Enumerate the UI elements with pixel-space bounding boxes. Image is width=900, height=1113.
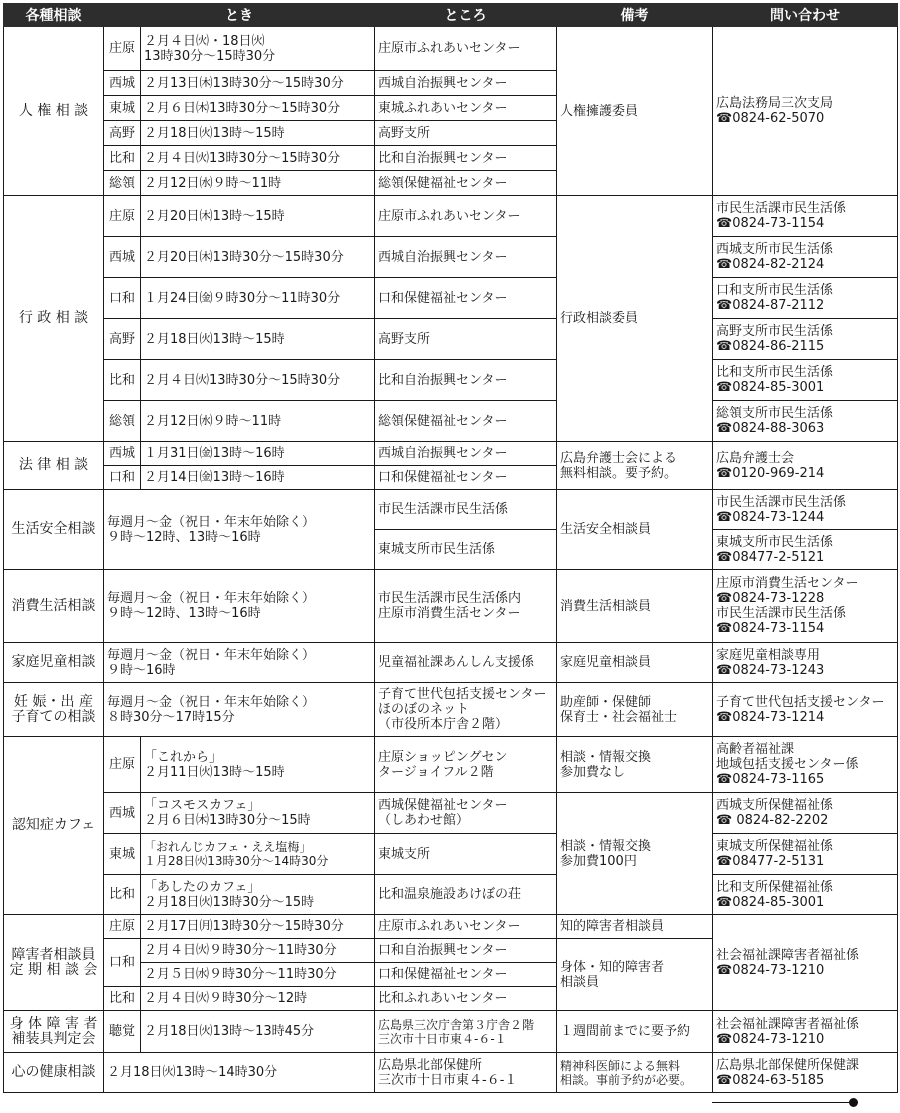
time-cell: ２月４日㈫９時30分～12時	[141, 987, 375, 1011]
place-cell: 西城自治振興センター	[375, 71, 557, 96]
place-cell: 庄原市ふれあいセンター	[375, 915, 557, 939]
table-row	[4, 237, 898, 278]
time-cell: ２月４日㈫９時30分～11時30分	[141, 939, 375, 963]
area-cell: 西城	[104, 793, 141, 834]
area-cell: 西城	[104, 71, 141, 96]
time-cell: ２月６日㈭13時30分～15時30分	[141, 96, 375, 121]
place-cell: 広島県三次庁舎第３庁舎２階 三次市十日市東４-６-１	[375, 1011, 557, 1053]
place-cell: 庄原市ふれあいセンター	[375, 27, 557, 71]
area-cell: 口和	[104, 466, 141, 490]
area-cell: 比和	[104, 987, 141, 1011]
place-cell: 比和ふれあいセンター	[375, 987, 557, 1011]
place-cell: 児童福祉課あんしん支援係	[375, 643, 557, 683]
time-cell: ２月４日㈫13時30分～15時30分	[141, 146, 375, 171]
time-cell: ２月18日㈫13時～14時30分	[104, 1053, 375, 1093]
time-cell: ２月18日㈫13時～13時45分	[141, 1011, 375, 1053]
time-cell: 毎週月～金（祝日・年末年始除く） ８時30分～17時15分	[104, 683, 375, 737]
contact-cell: 広島弁護士会 ☎0120-969-214	[713, 442, 898, 490]
place-cell: 市民生活課市民生活係内 庄原市消費生活センター	[375, 570, 557, 643]
time-cell: ２月18日㈫13時～15時	[141, 319, 375, 360]
time-cell: ２月18日㈫13時～15時	[141, 121, 375, 146]
place-cell: 庄原ショッピングセン タージョイフル２階	[375, 737, 557, 793]
category-cell: 認知症カフェ	[4, 737, 104, 915]
contact-cell: 広島県北部保健所保健課 ☎0824-63-5185	[713, 1053, 898, 1093]
table-row	[4, 401, 898, 442]
bullet-dot	[849, 1098, 858, 1107]
time-cell: ２月４日㈫13時30分～15時30分	[141, 360, 375, 401]
area-cell: 高野	[104, 121, 141, 146]
time-cell: ２月12日㈬９時～11時	[141, 401, 375, 442]
contact-cell: 東城支所保健福祉係 ☎08477-2-5131	[713, 834, 898, 875]
contact-cell: 西城支所保健福祉係 ☎ 0824-82-2202	[713, 793, 898, 834]
time-cell: ２月５日㈬９時30分～11時30分	[141, 963, 375, 987]
contact-cell: 市民生活課市民生活係 ☎0824-73-1154	[713, 196, 898, 237]
category-cell: 家庭児童相談	[4, 643, 104, 683]
place-cell: 東城支所市民生活係	[375, 530, 557, 570]
place-cell: 比和温泉施設あけぼの荘	[375, 875, 557, 915]
contact-cell: 社会福祉課障害者福祉係 ☎0824-73-1210	[713, 915, 898, 1011]
area-cell: 西城	[104, 237, 141, 278]
contact-cell: 高野支所市民生活係 ☎0824-86-2115	[713, 319, 898, 360]
table-row	[4, 643, 898, 683]
area-cell: 口和	[104, 939, 141, 987]
note-cell: 精神科医師による無料 相談。事前予約が必要。	[557, 1053, 713, 1093]
table-row	[4, 1011, 898, 1053]
contact-cell: 総領支所市民生活係 ☎0824-88-3063	[713, 401, 898, 442]
contact-cell: 社会福祉課障害者福祉係 ☎0824-73-1210	[713, 1011, 898, 1053]
time-cell: ２月13日㈭13時30分～15時30分	[141, 71, 375, 96]
table-row	[4, 442, 898, 466]
area-cell: 西城	[104, 442, 141, 466]
footer-rule	[712, 1102, 852, 1103]
note-cell: 家庭児童相談員	[557, 643, 713, 683]
area-cell: 聴覚	[104, 1011, 141, 1053]
place-cell: 東城支所	[375, 834, 557, 875]
time-cell: ２月17日㈪13時30分～15時30分	[141, 915, 375, 939]
place-cell: 口和保健福祉センター	[375, 466, 557, 490]
time-cell: 毎週月～金（祝日・年末年始除く） ９時～16時	[104, 643, 375, 683]
place-cell: 比和自治振興センター	[375, 146, 557, 171]
category-cell: 身 体 障 害 者 補装具判定会	[4, 1011, 104, 1053]
note-cell: 知的障害者相談員	[557, 915, 713, 939]
table-row	[4, 834, 898, 875]
category-cell: 心の健康相談	[4, 1053, 104, 1093]
note-cell: 生活安全相談員	[557, 490, 713, 570]
note-cell: 相談・情報交換 参加費100円	[557, 793, 713, 915]
category-cell: 障害者相談員 定 期 相 談 会	[4, 915, 104, 1011]
table-row	[4, 319, 898, 360]
table-row	[4, 1053, 898, 1093]
contact-cell: 庄原市消費生活センター ☎0824-73-1228 市民生活課市民生活係 ☎0824-73-1154	[713, 570, 898, 643]
area-cell: 東城	[104, 96, 141, 121]
table-row	[4, 196, 898, 237]
contact-cell: 市民生活課市民生活係 ☎0824-73-1244	[713, 490, 898, 530]
time-cell: １月24日㈮９時30分～11時30分	[141, 278, 375, 319]
place-cell: 市民生活課市民生活係	[375, 490, 557, 530]
contact-cell: 高齢者福祉課 地域包括支援センター係 ☎0824-73-1165	[713, 737, 898, 793]
time-cell: 「おれんじカフェ・ええ塩梅」 １月28日㈫13時30分～14時30分	[141, 834, 375, 875]
time-cell: １月31日㈮13時～16時	[141, 442, 375, 466]
table-row	[4, 27, 898, 71]
contact-cell: 家庭児童相談専用 ☎0824-73-1243	[713, 643, 898, 683]
place-cell: 東城ふれあいセンター	[375, 96, 557, 121]
place-cell: 広島県北部保健所 三次市十日市東４-６-１	[375, 1053, 557, 1093]
contact-cell: 東城支所市民生活係 ☎08477-2-5121	[713, 530, 898, 570]
category-cell: 消費生活相談	[4, 570, 104, 643]
area-cell: 庄原	[104, 737, 141, 793]
place-cell: 口和保健福祉センター	[375, 278, 557, 319]
note-cell: 身体・知的障害者 相談員	[557, 939, 713, 1011]
contact-cell: 比和支所保健福祉係 ☎0824-85-3001	[713, 875, 898, 915]
contact-cell: 比和支所市民生活係 ☎0824-85-3001	[713, 360, 898, 401]
place-cell: 高野支所	[375, 319, 557, 360]
time-cell: ２月20日㈭13時30分～15時30分	[141, 237, 375, 278]
header-category: 各種相談	[4, 4, 104, 27]
note-cell: 消費生活相談員	[557, 570, 713, 643]
header-row	[4, 4, 898, 27]
category-cell: 妊 娠・出 産 子育ての相談	[4, 683, 104, 737]
area-cell: 比和	[104, 146, 141, 171]
place-cell: 口和自治振興センター	[375, 939, 557, 963]
area-cell: 口和	[104, 278, 141, 319]
time-cell: 毎週月～金（祝日・年末年始除く） ９時～12時、13時～16時	[104, 570, 375, 643]
table-row	[4, 490, 898, 530]
time-cell: ２月20日㈭13時～15時	[141, 196, 375, 237]
place-cell: 西城自治振興センター	[375, 237, 557, 278]
table-row	[4, 278, 898, 319]
contact-cell: 広島法務局三次支局 ☎0824-62-5070	[713, 27, 898, 196]
category-cell: 法 律 相 談	[4, 442, 104, 490]
contact-cell: 口和支所市民生活係 ☎0824-87-2112	[713, 278, 898, 319]
place-cell: 西城保健福祉センター （しあわせ館）	[375, 793, 557, 834]
area-cell: 庄原	[104, 196, 141, 237]
area-cell: 総領	[104, 171, 141, 196]
place-cell: 西城自治振興センター	[375, 442, 557, 466]
place-cell: 総領保健福祉センター	[375, 401, 557, 442]
category-cell: 人 権 相 談	[4, 27, 104, 196]
time-cell: ２月14日㈮13時～16時	[141, 466, 375, 490]
table-row	[4, 570, 898, 643]
contact-cell: 子育て世代包括支援センター ☎0824-73-1214	[713, 683, 898, 737]
note-cell: 広島弁護士会による 無料相談。要予約。	[557, 442, 713, 490]
category-cell: 行 政 相 談	[4, 196, 104, 442]
time-cell: 「コスモスカフェ」 ２月６日㈭13時30分～15時	[141, 793, 375, 834]
place-cell: 比和自治振興センター	[375, 360, 557, 401]
place-cell: 子育て世代包括支援センター ほのぼのネット （市役所本庁舎２階）	[375, 683, 557, 737]
time-cell: 毎週月～金（祝日・年末年始除く） ９時～12時、13時～16時	[104, 490, 375, 570]
note-cell: 相談・情報交換 参加費なし	[557, 737, 713, 793]
area-cell: 高野	[104, 319, 141, 360]
area-cell: 庄原	[104, 915, 141, 939]
note-cell: １週間前までに要予約	[557, 1011, 713, 1053]
time-cell: 「あしたのカフェ」 ２月18日㈫13時30分～15時	[141, 875, 375, 915]
table-row	[4, 737, 898, 793]
area-cell: 東城	[104, 834, 141, 875]
table-row	[4, 793, 898, 834]
table-row	[4, 915, 898, 939]
header-note: 備考	[557, 4, 713, 27]
header-place: ところ	[375, 4, 557, 27]
area-cell: 比和	[104, 360, 141, 401]
place-cell: 口和保健福祉センター	[375, 963, 557, 987]
place-cell: 庄原市ふれあいセンター	[375, 196, 557, 237]
place-cell: 総領保健福祉センター	[375, 171, 557, 196]
time-cell: ２月４日㈫・18日㈫ 13時30分～15時30分	[141, 27, 375, 71]
note-cell: 人権擁護委員	[557, 27, 713, 196]
category-cell: 生活安全相談	[4, 490, 104, 570]
table-row	[4, 360, 898, 401]
time-cell: ２月12日㈬９時～11時	[141, 171, 375, 196]
header-time: とき	[104, 4, 375, 27]
note-cell: 助産師・保健師 保育士・社会福祉士	[557, 683, 713, 737]
contact-cell: 西城支所市民生活係 ☎0824-82-2124	[713, 237, 898, 278]
header-contact: 問い合わせ	[713, 4, 898, 27]
area-cell: 比和	[104, 875, 141, 915]
table-row	[4, 683, 898, 737]
area-cell: 庄原	[104, 27, 141, 71]
time-cell: 「これから」 ２月11日㈫13時～15時	[141, 737, 375, 793]
place-cell: 高野支所	[375, 121, 557, 146]
note-cell: 行政相談委員	[557, 196, 713, 442]
area-cell: 総領	[104, 401, 141, 442]
table-row	[4, 875, 898, 915]
consultation-table	[3, 3, 898, 1093]
